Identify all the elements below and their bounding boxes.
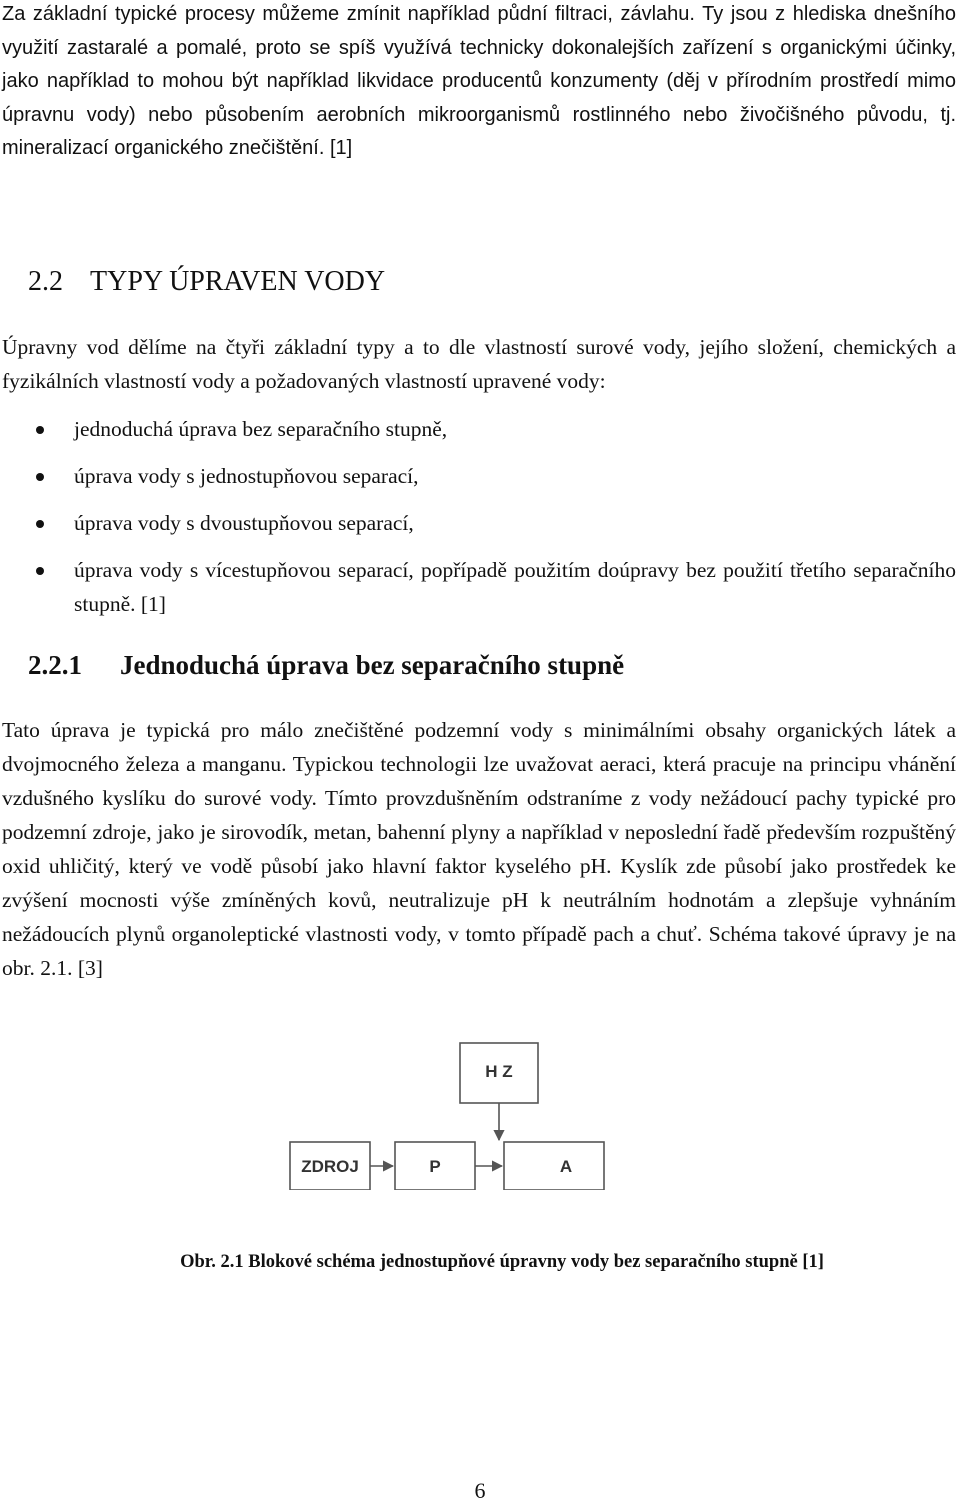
list-item-text: úprava vody s vícestupňovou separací, popřípadě použitím doúpravy bez použití třetího separačního stupně. [1] [74, 558, 956, 616]
water-treatment-types-list [0, 412, 956, 634]
subsection-heading [28, 650, 624, 681]
bullet-icon [36, 426, 44, 434]
bullet-icon [36, 567, 44, 575]
bullet-icon [36, 520, 44, 528]
figure-caption: Obr. 2.1 Blokové schéma jednostupňové úpravny vody bez separačního stupně [1] [180, 1252, 824, 1272]
list-item-text: jednoduchá úprava bez separačního stupně, [74, 417, 448, 441]
section-heading [28, 266, 385, 298]
a-block [504, 1142, 604, 1190]
list-item [0, 553, 956, 621]
page-number: 6 [474, 1478, 486, 1503]
list-item [0, 412, 956, 446]
zdroj-label: ZDROJ [301, 1157, 359, 1176]
section-paragraph: Úpravny vod dělíme na čtyři základní typy a to dle vlastností surové vody, jejího složení, chemických a fyzikálních vlastností vody a požadovaných vlastností upravené vody: [2, 335, 956, 393]
list-item [0, 506, 956, 540]
list-item-text: úprava vody s dvoustupňovou separací, [74, 511, 414, 535]
hz-label: H Z [485, 1062, 513, 1081]
subsection-paragraph: Tato úprava je typická pro málo znečištěné podzemní vody s minimálními obsahy organických látek a dvojmocného železa a manganu. Typickou technologii lze uvažovat aeraci, která pracuje na principu vhánění vzdušného kyslíku do surové vody. Tímto provzdušněním odstraníme z vody nežádoucí pachy typické pro podzemní zdroje, jako je sirovodík, metan, bahenní plyny a například v neposlední řadě především rozpuštěný oxid uhličitý, který ve vodě působí jako hlavní faktor kyselého pH. Kyslík zde působí jako prostředek ke zvýšení mocnosti výše zmíněných kovů, neutralizuje pH k neutrálním hodnotám a zlepšuje vyhnáním nežádoucích plynů organoleptické vlastnosti vody, v tomto případě pach a chuť. Schéma takové úpravy je na obr. 2.1. [3] [2, 718, 956, 980]
intro-paragraph: Za základní typické procesy můžeme zmínit například půdní filtraci, závlahu. Ty jsou z hlediska dnešního využití zastaralé a pomalé, proto se spíš využívá technicky dokonalejších zařízení s organickými účinky, jako například to mohou být například likvidace producentů konzumenty (děj v přírodním prostředí mimo úpravnu vody) nebo působením aerobních mikroorganismů rostlinného nebo živočišného původu, tj. mineralizací organického znečištění. [1] [2, 3, 956, 160]
subsection-title: Jednoduchá úprava bez separačního stupně [120, 650, 625, 680]
block-diagram [280, 1040, 620, 1190]
bullet-icon [36, 473, 44, 481]
subsection-number: 2.2.1 [28, 650, 82, 680]
list-item [0, 459, 956, 493]
a-label: A [559, 1157, 573, 1176]
section-title: TYPY ÚPRAVEN VODY [90, 266, 386, 297]
p-label: P [429, 1157, 441, 1176]
list-item-text: úprava vody s jednostupňovou separací, [74, 464, 419, 488]
section-number: 2.2 [28, 266, 63, 297]
